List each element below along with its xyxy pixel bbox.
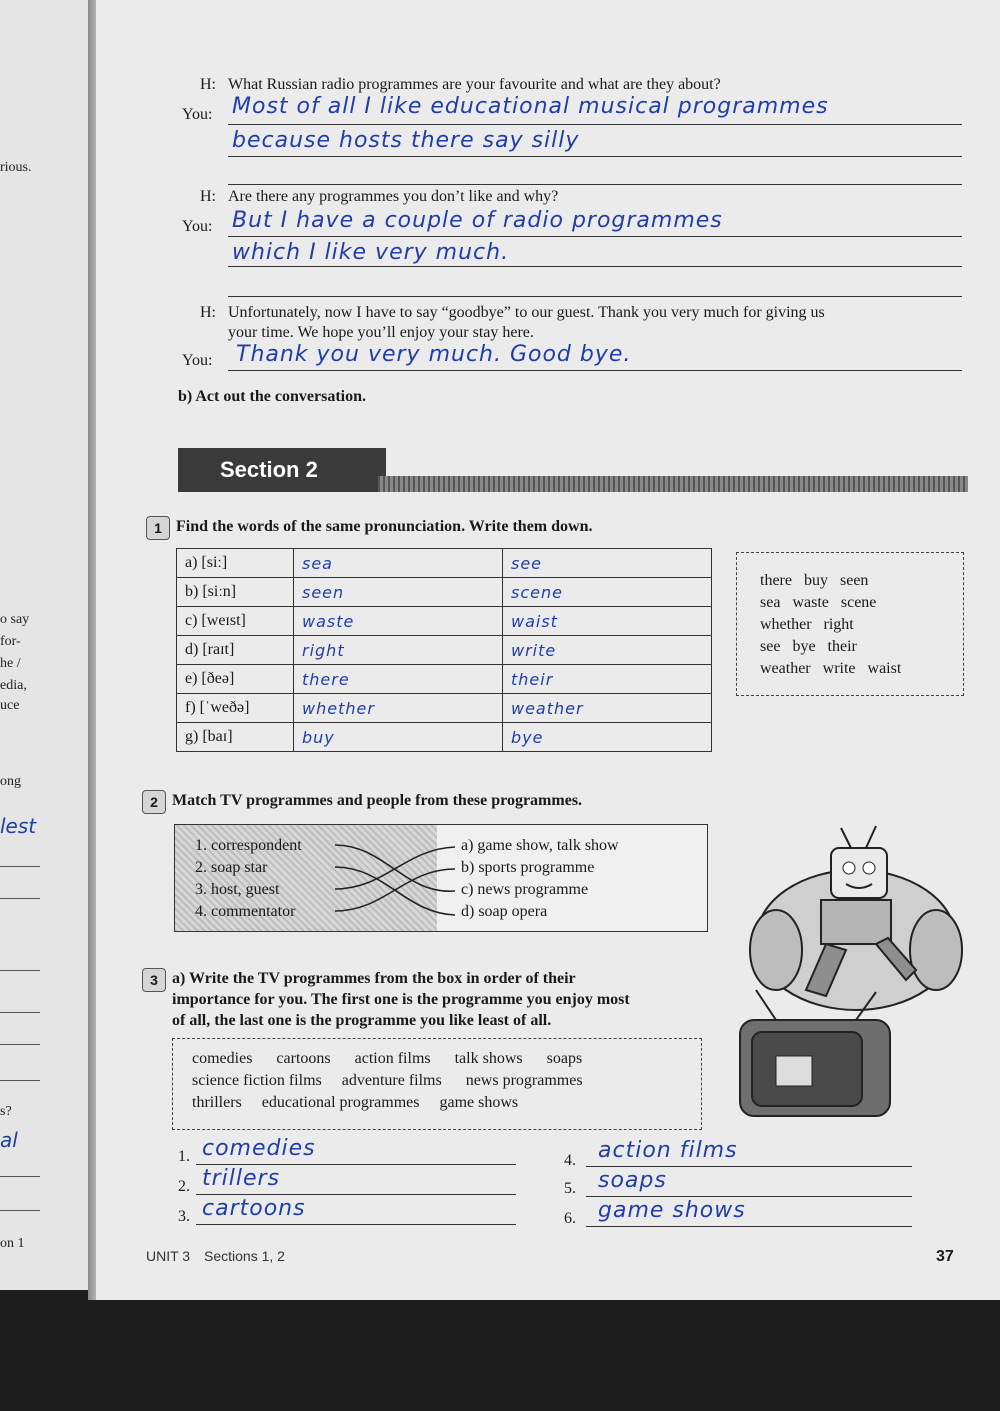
instruction-line: importance for you. The first one is the programme you enjoy most (172, 991, 630, 1008)
left-page-edge (0, 0, 88, 1290)
answer-number: 1. (178, 1148, 190, 1165)
word-box-row (760, 658, 901, 680)
list-item: b) sports programme (461, 859, 595, 876)
answer-number: 3. (178, 1208, 190, 1225)
list-item: 3. host, guest (195, 881, 280, 898)
footer-unit: UNIT 3 (146, 1248, 191, 1264)
word: sea (760, 594, 781, 611)
section-title: Section 2 (220, 457, 318, 482)
you-label: You: (182, 352, 213, 369)
word: weather (760, 660, 811, 677)
handwritten-answer: comedies (202, 1136, 316, 1161)
table-row (177, 636, 712, 665)
answer-line (228, 236, 962, 237)
answer-cell: waste (294, 607, 503, 636)
box-row (192, 1072, 583, 1090)
left-page-line (0, 1176, 40, 1177)
handwritten-answer: action films (598, 1138, 738, 1163)
word: game shows (439, 1094, 519, 1111)
speaker-label: H: (200, 304, 216, 321)
phonetic-cell: e) [ðeə] (177, 665, 294, 694)
left-page-fragment: ong (0, 774, 21, 789)
phonetic-cell: b) [siːn] (177, 578, 294, 607)
left-page-line (0, 970, 40, 971)
exercise-number: 3 (142, 968, 166, 992)
word-box-row (760, 636, 901, 658)
word-box-row (760, 614, 901, 636)
word-box-row (760, 592, 901, 614)
instruction-line: a) Write the TV programmes from the box in order of their (172, 970, 576, 987)
word: see (760, 638, 781, 655)
answer-cell: waist (503, 607, 712, 636)
answer-cell: their (503, 665, 712, 694)
answer-cell: see (503, 549, 712, 578)
word: cartoons (276, 1050, 331, 1067)
answer-line (586, 1226, 912, 1227)
table-row (177, 578, 712, 607)
left-page-fragment: rious. (0, 160, 32, 175)
word-box-row (760, 570, 901, 592)
exercise-instruction: Find the words of the same pronunciation. Write them down. (176, 518, 593, 535)
programmes-list (461, 835, 619, 923)
word: there (760, 572, 792, 589)
box-row (192, 1050, 582, 1068)
word: buy (803, 572, 828, 589)
phonetic-cell: g) [baɪ] (177, 723, 294, 752)
word: soaps (546, 1050, 583, 1067)
handwritten-answer: trillers (202, 1166, 281, 1191)
left-page-fragment: s? (0, 1104, 12, 1119)
instruction-line: of all, the last one is the programme you like least of all. (172, 1012, 552, 1029)
word: seen (839, 572, 869, 589)
left-page-line (0, 898, 40, 899)
answer-line (228, 124, 962, 125)
handwritten-answer: Thank you very much. Good bye. (236, 342, 632, 367)
list-item: 2. soap star (195, 859, 268, 876)
table-row (177, 665, 712, 694)
answer-line (196, 1194, 516, 1195)
answer-cell: bye (503, 723, 712, 752)
table-row (177, 549, 712, 578)
answer-line (228, 266, 962, 267)
left-page-line (0, 1044, 40, 1045)
word: action films (354, 1050, 431, 1067)
left-page-handwriting: lest (0, 814, 37, 838)
answer-cell: there (294, 665, 503, 694)
act-out-instruction: b) Act out the conversation. (178, 388, 366, 405)
left-page-fragment: o say (0, 612, 30, 627)
list-item: 4. commentator (195, 903, 296, 920)
answer-number: 2. (178, 1178, 190, 1195)
section-header (178, 448, 386, 492)
table-row (177, 694, 712, 723)
answer-line (228, 184, 962, 185)
table-row (177, 723, 712, 752)
list-item: c) news programme (461, 881, 589, 898)
question-text: Unfortunately, now I have to say “goodbye” to our guest. Thank you very much for giving us (228, 304, 825, 321)
left-page-fragment: on 1 (0, 1236, 25, 1251)
word: news programmes (465, 1072, 583, 1089)
exercise-number: 1 (146, 516, 170, 540)
answer-cell: right (294, 636, 503, 665)
word: right (823, 616, 854, 633)
answer-cell: scene (503, 578, 712, 607)
exercise-instruction (172, 968, 630, 1031)
exercise-instruction: Match TV programmes and people from these programmes. (172, 792, 583, 809)
handwritten-answer: game shows (598, 1198, 746, 1223)
answer-line (586, 1166, 912, 1167)
word: waist (867, 660, 902, 677)
workbook-page (96, 0, 1000, 1300)
word: waste (792, 594, 829, 611)
word: whether (760, 616, 812, 633)
phonetic-cell: d) [raɪt] (177, 636, 294, 665)
answer-line (586, 1196, 912, 1197)
answer-cell: write (503, 636, 712, 665)
word-box-list (760, 570, 901, 680)
answer-line (228, 296, 962, 297)
handwritten-answer: which I like very much. (232, 240, 510, 265)
list-item: d) soap opera (461, 903, 548, 920)
answer-cell: whether (294, 694, 503, 723)
page-number: 37 (936, 1248, 954, 1265)
question-text: Are there any programmes you don’t like and why? (228, 188, 559, 205)
matching-lines (325, 835, 465, 925)
word: bye (792, 638, 816, 655)
left-page-line (0, 1210, 40, 1211)
list-item: a) game show, talk show (461, 837, 619, 854)
word: talk shows (454, 1050, 523, 1067)
left-page-handwriting: al (0, 1128, 18, 1152)
answer-cell: weather (503, 694, 712, 723)
handwritten-answer: cartoons (202, 1196, 306, 1221)
answer-number: 6. (564, 1210, 576, 1227)
matching-box (174, 824, 708, 932)
word: science fiction films (192, 1072, 322, 1089)
answer-number: 4. (564, 1152, 576, 1169)
answer-line (196, 1164, 516, 1165)
phonetic-cell: f) [ˈweðə] (177, 694, 294, 723)
left-page-line (0, 866, 40, 867)
word: their (827, 638, 857, 655)
left-page-fragment: he / (0, 656, 21, 671)
pronunciation-table (176, 548, 712, 752)
question-text: your time. We hope you’ll enjoy your stay here. (228, 324, 534, 341)
left-page-fragment: edia, (0, 678, 27, 693)
answer-cell: buy (294, 723, 503, 752)
phonetic-cell: a) [siː] (177, 549, 294, 578)
tv-cartoon-illustration (716, 820, 976, 1120)
left-page-line (0, 1080, 40, 1081)
answer-number: 5. (564, 1180, 576, 1197)
word: thrillers (192, 1094, 242, 1111)
answer-line (228, 156, 962, 157)
list-item: 1. correspondent (195, 837, 302, 854)
people-list (195, 835, 302, 923)
word: comedies (192, 1050, 253, 1067)
box-row (192, 1094, 518, 1112)
speaker-label: H: (200, 76, 216, 93)
section-bar (378, 476, 968, 492)
handwritten-answer: But I have a couple of radio programmes (232, 208, 723, 233)
left-page-fragment: uce (0, 698, 20, 713)
handwritten-answer: Most of all I like educational musical programmes (232, 94, 829, 119)
you-label: You: (182, 106, 213, 123)
handwritten-answer: soaps (598, 1168, 667, 1193)
exercise-number: 2 (142, 790, 166, 814)
question-text: What Russian radio programmes are your favourite and what are they about? (228, 76, 721, 93)
answer-cell: seen (294, 578, 503, 607)
answer-line (228, 370, 962, 371)
speaker-label: H: (200, 188, 216, 205)
word: adventure films (341, 1072, 442, 1089)
answer-line (196, 1224, 516, 1225)
left-page-line (0, 1012, 40, 1013)
you-label: You: (182, 218, 213, 235)
word: educational programmes (261, 1094, 420, 1111)
word: scene (840, 594, 877, 611)
handwritten-answer: because hosts there say silly (232, 128, 580, 153)
left-page-fragment: for- (0, 634, 21, 649)
phonetic-cell: c) [weɪst] (177, 607, 294, 636)
table-row (177, 607, 712, 636)
answer-cell: sea (294, 549, 503, 578)
word: write (822, 660, 856, 677)
footer-sections: Sections 1, 2 (204, 1248, 285, 1264)
